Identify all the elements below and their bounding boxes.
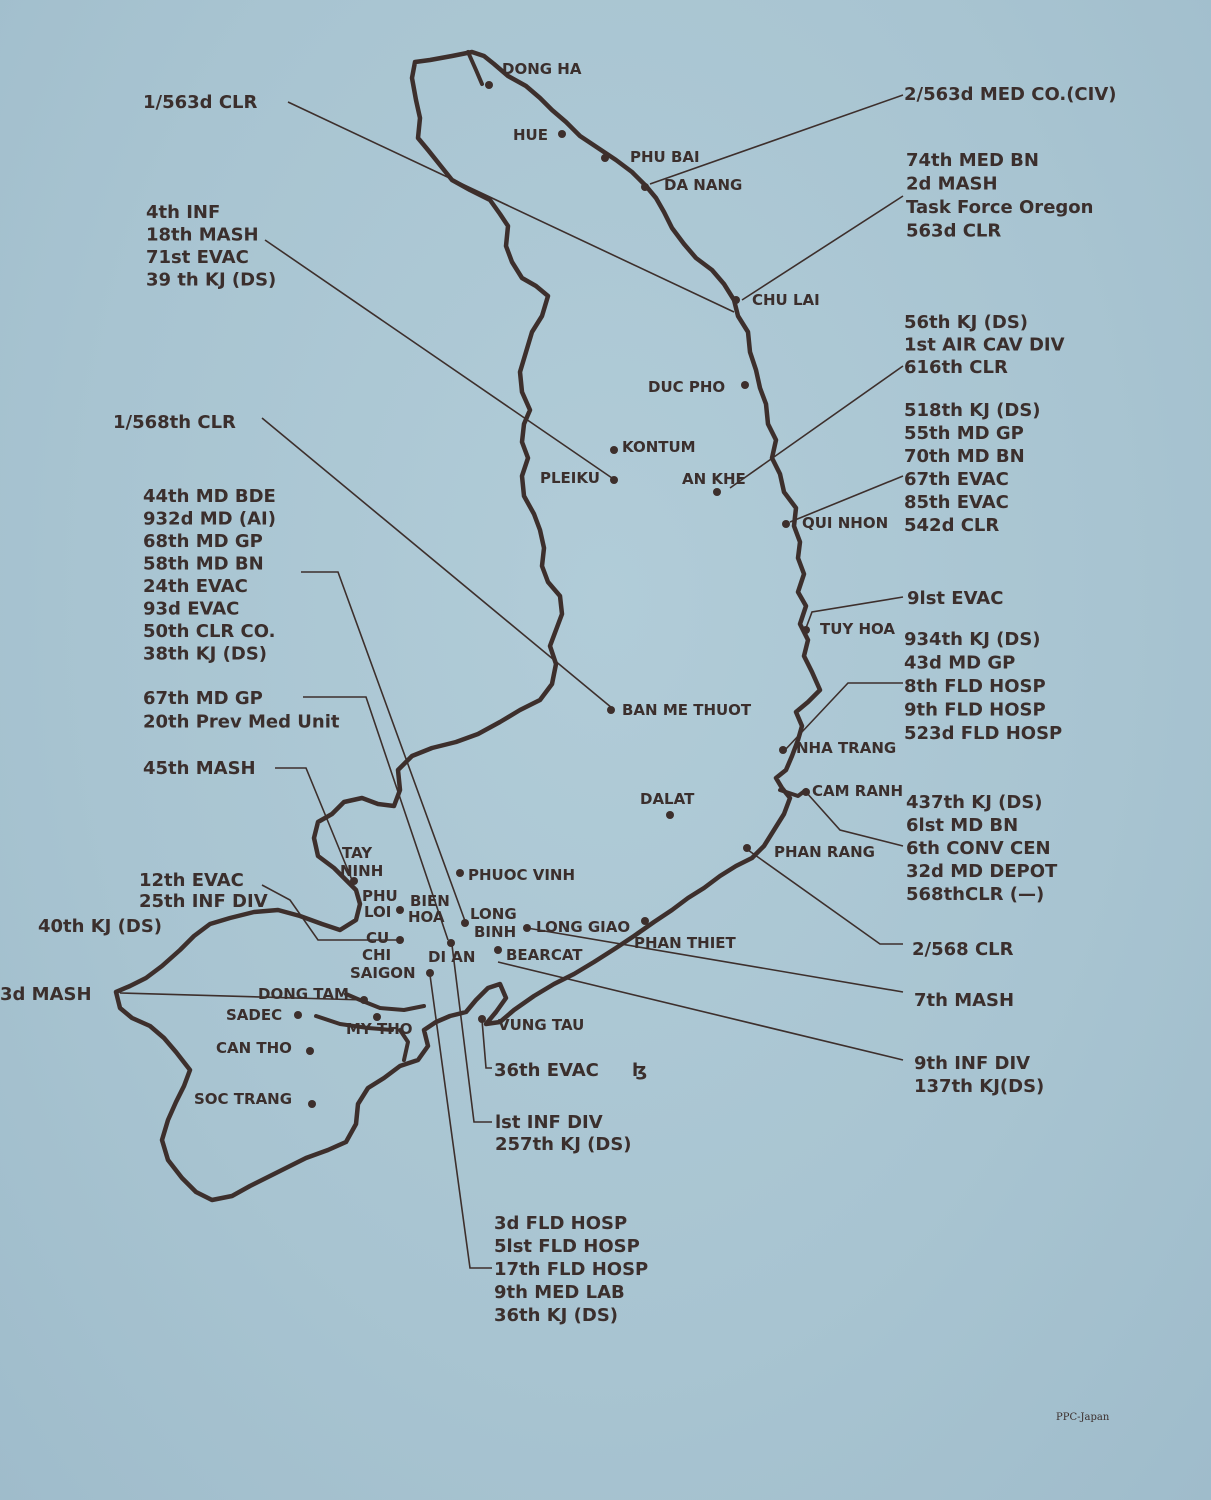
unit-label: 6lst MD BN <box>906 815 1019 836</box>
city-nha-trang: NHA TRANG <box>796 739 897 757</box>
unit-label: 68th MD GP <box>143 531 263 552</box>
unit-label: 43d MD GP <box>904 652 1016 674</box>
unit-label: 9th FLD HOSP <box>904 699 1046 721</box>
unit-group-phan-rang <box>912 939 1014 960</box>
unit-label: 568thCLR (—) <box>906 884 1045 905</box>
unit-group-pleiku <box>146 202 276 291</box>
unit-label: 137th KJ(DS) <box>914 1076 1045 1097</box>
unit-label: 9lst EVAC <box>907 588 1004 609</box>
unit-group-long-giao <box>914 990 1014 1011</box>
credit-text: PPC-Japan <box>1056 1412 1110 1423</box>
city-qui-nhon: QUI NHON <box>802 514 889 532</box>
unit-label: 67th MD GP <box>143 688 263 709</box>
city-cam-ranh: CAM RANH <box>812 782 904 800</box>
city-tay: TAY <box>342 844 373 862</box>
unit-label: 616th CLR <box>904 357 1008 378</box>
city-phu-bai: PHU BAI <box>630 148 700 166</box>
unit-group-tuy-hoa <box>907 588 1003 609</box>
unit-group-saigon <box>494 1213 648 1326</box>
city-phan-thiet: PHAN THIET <box>634 934 736 952</box>
unit-label: Task Force Oregon <box>906 197 1094 218</box>
city-phan-rang: PHAN RANG <box>774 843 875 861</box>
city-dong-tam: DONG TAM <box>258 985 349 1003</box>
unit-label: 257th KJ (DS) <box>495 1134 632 1155</box>
unit-label: 4th INF <box>146 202 221 223</box>
city-chi: CHI <box>362 946 392 964</box>
unit-label: 36th EVAC <box>494 1060 599 1081</box>
city-di-an: DI AN <box>428 948 476 966</box>
unit-label: 67th EVAC <box>904 469 1009 490</box>
city-hue: HUE <box>513 126 548 144</box>
unit-labels <box>0 84 1116 1326</box>
unit-label: 6th CONV CEN <box>906 838 1051 859</box>
unit-label: 71st EVAC <box>146 247 249 268</box>
unit-label: 45th MASH <box>143 758 256 779</box>
unit-label: 523d FLD HOSP <box>904 723 1063 744</box>
unit-label: 25th INF DIV <box>139 891 268 912</box>
unit-label: 8th FLD HOSP <box>904 676 1046 697</box>
unit-label: 24th EVAC <box>143 576 248 597</box>
unit-label: 12th EVAC <box>139 870 244 891</box>
unit-label: 934th KJ (DS) <box>904 629 1041 650</box>
city-bien: BIEN <box>410 892 450 910</box>
unit-label: 1st AIR CAV DIV <box>904 334 1065 356</box>
city-dong-ha: DONG HA <box>502 60 582 78</box>
unit-group-g563-clr <box>143 92 258 113</box>
unit-label: 542d CLR <box>904 515 1000 536</box>
unit-label: 932d MD (AI) <box>143 508 276 530</box>
unit-group-cu-chi <box>139 870 268 912</box>
unit-group-ban-me-thuot <box>113 412 236 433</box>
city-pleiku: PLEIKU <box>540 469 600 487</box>
unit-label: 2/563d MED CO.(CIV) <box>904 84 1117 105</box>
city-ninh: NINH <box>340 862 384 880</box>
unit-label: 2d MASH <box>906 173 998 195</box>
border-line <box>780 790 806 796</box>
city-dalat: DALAT <box>640 790 695 808</box>
unit-label: 518th KJ (DS) <box>904 400 1041 421</box>
unit-group-nha-trang <box>904 629 1062 744</box>
city-cu: CU <box>366 929 390 947</box>
city-can-tho: CAN THO <box>216 1039 292 1057</box>
unit-label: 5lst FLD HOSP <box>494 1236 640 1257</box>
city-binh: BINH <box>474 923 517 941</box>
unit-group-g563-med <box>904 84 1116 105</box>
city-loi: LOI <box>364 903 392 921</box>
unit-label: 32d MD DEPOT <box>906 861 1058 882</box>
unit-label: 20th Prev Med Unit <box>143 711 340 733</box>
unit-label: 50th CLR CO. <box>143 621 276 642</box>
unit-label: 3d FLD HOSP <box>494 1213 628 1234</box>
city-chu-lai: CHU LAI <box>752 291 820 309</box>
unit-label: 17th FLD HOSP <box>494 1259 649 1280</box>
city-phu: PHU <box>362 887 398 905</box>
unit-group-an-khe <box>904 312 1065 378</box>
unit-group-qui-nhon <box>904 400 1041 536</box>
unit-group-md-gp67 <box>143 688 340 733</box>
unit-label: 9th MED LAB <box>494 1282 625 1303</box>
city-vung-tau: VUNG TAU <box>498 1016 585 1034</box>
city-saigon: SAIGON <box>350 964 416 982</box>
unit-group-bearcat <box>914 1053 1044 1097</box>
unit-group-di-an <box>495 1112 632 1155</box>
city-hoa: HOA <box>408 908 445 926</box>
city-soc-trang: SOC TRANG <box>194 1090 293 1108</box>
unit-label: 1/568th CLR <box>113 412 236 433</box>
unit-label: 9th INF DIV <box>914 1053 1031 1074</box>
unit-label: 40th KJ (DS) <box>38 916 163 937</box>
unit-label: 563d CLR <box>906 220 1002 242</box>
unit-label: 74th MED BN <box>906 150 1039 171</box>
unit-label: 1/563d CLR <box>143 92 258 113</box>
city-an-khe: AN KHE <box>682 470 746 488</box>
unit-label: 58th MD BN <box>143 553 264 575</box>
unit-label: 3d MASH <box>0 984 92 1005</box>
unit-group-kj40 <box>38 916 162 937</box>
unit-label: 2/568 CLR <box>912 939 1014 960</box>
unit-label: 36th KJ (DS) <box>494 1305 619 1326</box>
city-tuy-hoa: TUY HOA <box>820 620 896 638</box>
unit-group-long-binh <box>143 486 276 665</box>
city-ban-me-thuot: BAN ME THUOT <box>622 701 752 719</box>
city-phuoc-vinh: PHUOC VINH <box>468 866 576 884</box>
unit-label: 70th MD BN <box>904 446 1025 467</box>
unit-label: 56th KJ (DS) <box>904 312 1029 333</box>
city-da-nang: DA NANG <box>664 176 743 194</box>
ampersand-mark: ɮ <box>632 1060 648 1081</box>
city-bearcat: BEARCAT <box>506 946 583 964</box>
city-long-giao: LONG GIAO <box>536 918 631 936</box>
city-my-tho: MY THO <box>346 1020 413 1038</box>
city-kontum: KONTUM <box>622 438 696 456</box>
city-long: LONG <box>470 905 517 923</box>
unit-label: 437th KJ (DS) <box>906 792 1043 813</box>
unit-label: 38th KJ (DS) <box>143 643 268 665</box>
unit-group-cam-ranh <box>906 792 1058 905</box>
unit-group-mash3 <box>0 984 92 1005</box>
unit-label: 93d EVAC <box>143 598 240 620</box>
unit-label: 7th MASH <box>914 990 1015 1011</box>
unit-label: 18th MASH <box>146 224 259 246</box>
mekong-river <box>346 994 424 1010</box>
unit-label: 44th MD BDE <box>143 486 276 507</box>
unit-label: lst INF DIV <box>495 1112 603 1133</box>
unit-label: 55th MD GP <box>904 423 1024 444</box>
city-duc-pho: DUC PHO <box>648 378 726 396</box>
unit-group-chu-lai <box>906 150 1093 242</box>
unit-group-tay-ninh <box>143 758 256 779</box>
unit-label: 39 th KJ (DS) <box>146 269 277 291</box>
unit-group-vung-tau <box>494 1060 599 1081</box>
unit-label: 85th EVAC <box>904 492 1009 513</box>
city-sadec: SADEC <box>226 1006 283 1024</box>
